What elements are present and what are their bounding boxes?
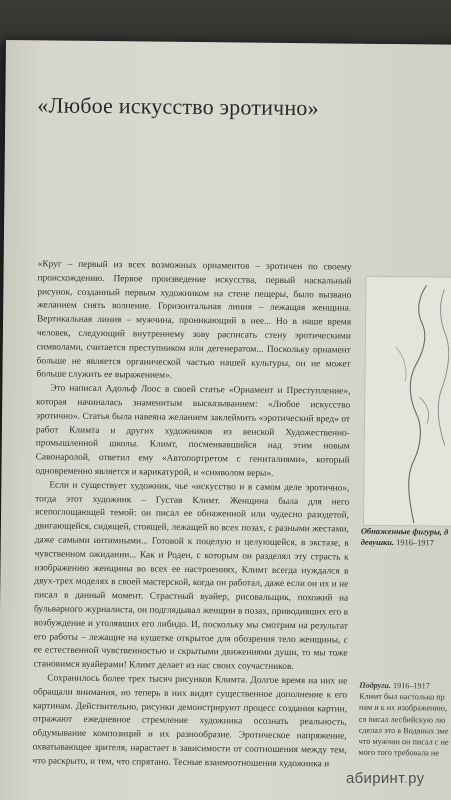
- nude-sketch-image: [363, 276, 451, 527]
- paragraph: Если и существует художник, чье «искусство и в самом деле эротично», тогда этот художник – Густав Климт. Женщина была для него всепоглощающей темой: он писал ее обнаженной или чудесно разодетой, двигающейся, сидящей, стоящей, лежащей во всех позах, с разными жестами, даже самыми интимными... Готовой к поцелую и целующейся, в экстазе, в чувственном ожидании... Как и Роден, с которым он разделял эту страсть к изображению женщины во всех ее настроениях, Климт всегда нуждался в двух-трех моделях в своей мастерской, когда он работал, даже если он их и не писал в данный момент. Страстный вуайер, рисовальщик, похожий на бульварного журналиста, он подглядывал женщин в позах, приводивших его в возбуждение и утолявших его либидо. И, поскольку мы смотрим на результат его работы – лежащие на кушетке открытое для обозрения тело женщины, с ее естественной чувственностью и скрытыми движениями души, то мы тоже становимся вуайерами! Климт делает из нас своих соучастников.: [33, 480, 350, 673]
- watermark-name: абиринт: [346, 770, 404, 787]
- caption-line: нам и к их изображению,: [358, 703, 447, 714]
- caption-line: Обнаженные фигуры, д: [360, 526, 449, 537]
- watermark-tld: ру: [408, 770, 425, 787]
- caption-line: мого того требовала не: [358, 747, 439, 758]
- watermark-dot: .: [403, 770, 409, 787]
- figure-caption-friends: [358, 680, 451, 759]
- paragraph: «Круг – первый из всех возможных орнаментов – эротичен по своему происхождению. Первое произведение искусства, первый наскальный рисунок, созданный первым художником на стене пещеры, было вызвано желанием снять волнение. Горизонтальная линия – лежащая женщина. Вертикальная линия – мужчина, проникающий в нее... Но в наше время человек, следующий внутреннему зову расписать стену эротическими символами, считается преступником или дегенератом... Поскольку орнамент больше не является органической частью нашей культуры, он не может больше служить ее выражением».: [36, 259, 352, 382]
- figure-caption: [361, 526, 451, 549]
- paragraph: Это написал Адольф Лоос в своей статье «Орнамент и Преступление», которая начиналась знаменитым высказыванием: «Любое искусство эротично». Статья была навеяна желанием заклеймить «эротический вред» от работ Климта и других художников из венской Художественно-промышленной школы. Климт, посмеивавшийся над этим новым Савонаролой, ответил ему «Автопортретом с гениталиями», который одновременно является и карикатурой, и «символом веры».: [35, 383, 351, 479]
- caption-line: сделал это в Водяных зме: [358, 725, 449, 736]
- caption-heading-date: 1916–1917: [390, 681, 430, 691]
- caption-heading: Подруги.: [359, 680, 391, 691]
- caption-date: 1916–1917: [394, 538, 434, 548]
- paragraph: Сохранилось более трех тысяч рисунков Климта. Долгое время на них не обращали внимания, но теперь в них видят существенное дополнение к его картинам. Действительно, рисунки демонстрируют процесс создания картин, отражают ежедневное стремление художника осознать реальность, обдумывание композиций и их разнообразие. Эротическое напряжение, охватывающее зрителя, нарастает в зависимости от соотношения между тем, что раскрыто, и тем, что спрятано. Тесные взаимоотношения художника и: [32, 673, 348, 770]
- sketch-drawing: [364, 277, 451, 526]
- watermark: [346, 770, 424, 787]
- caption-bold: девушки.: [360, 537, 395, 548]
- body-text: [32, 258, 351, 772]
- caption-line: ся писал лесбийскую лю: [358, 714, 446, 725]
- caption-line: Климт был настолько пр: [359, 691, 445, 702]
- book-page: [0, 40, 451, 800]
- caption-line: что мужчин он писал с не: [358, 736, 449, 747]
- page-title: «Любое искусство эротично»: [37, 92, 319, 121]
